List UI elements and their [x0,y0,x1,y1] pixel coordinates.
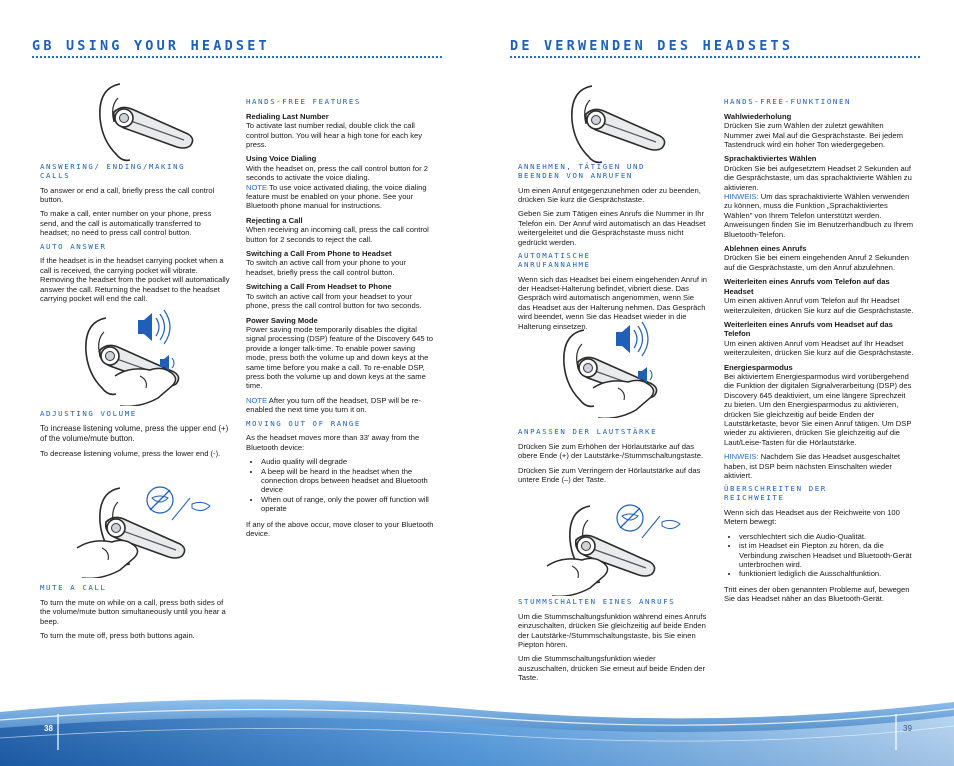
power-text-de: Bei aktiviertem Energiesparmodus wird vorübergehend die Funktion der digitalen Signalverarbeitung (DSP) des Discovery 645 deaktiviert, um eine längere Sprechzeit zu bieten. Um den Energiesparmodus zu aktivieren, drücken Sie gleichzeitig auf beide Enden der Lautstärketaste, bevor Sie einen Anruf tätigen. Um DSP wieder zu aktivieren, drücken Sie gleichzeitig auf die Laut/Leise-Tasten für die Hörlautstärke. [724,371,912,447]
voice-note-label-de: HINWEIS: [724,192,759,202]
mute-illustration [70,478,220,578]
right-column-1 [518,163,708,336]
mute-heading: MUTE A CALL [40,583,107,592]
redial-title: Redialing Last Number [246,111,329,121]
voice-note-de: Um das sprachaktivierte Wählen verwenden zu können, muss die Funktion „Sprachaktiviertes Wählen" von Ihrem Telefon unterstützt werden. Anweisungen finden Sie im Benutzerhandbuch zu Ihrem Bluetooth-Telefon. [724,192,914,239]
power-note-label: NOTE [246,395,268,405]
left-column-1c [40,584,230,645]
range-bullet-2-de: • ist im Headset ein Piepton zu hören, da die Verbindung zwischen Headset und Bluetooth-Gerät unterbrochen wird. [739,541,914,569]
range-bullet-1: • Audio quality will degrade [261,457,434,466]
mute-illustration-de [540,496,690,596]
right-column-2 [724,98,914,609]
page-number-left: 38 [44,724,53,733]
tophone-title: Switching a Call From Headset to Phone [246,282,392,292]
reject-title-de: Ablehnen eines Anrufs [724,244,807,254]
title-divider-de [510,56,920,58]
auto-p1-de: Wenn sich das Headset bei einem eingehenden Anruf in der Headset-Halterung befindet, vibriert diese. Das Gespräch wird automatisch angenommen, wenn Sie das Headset aus der Halterung nehmen. Das Gespräch wird beendet, wenn Sie das Headset wieder in die Halterung einsetzen. [518,274,707,331]
page-title-de: DE VERWENDEN DES HEADSETS [510,38,794,54]
answer-heading: ANSWERING/ ENDING/MAKING CALLS [40,162,186,180]
voice-title: Using Voice Dialing [246,154,317,164]
headset-ear-illustration-de [562,76,682,168]
footer-wave [0,694,954,766]
mute-p1: To turn the mute on while on a call, press both sides of the volume/mute button simultaneously until you hear a beep. [40,597,226,626]
volume-heading: ADJUSTING VOLUME [40,409,137,418]
redial-title-de: Wahlwiederholung [724,111,792,121]
right-column-1b [518,428,708,489]
power-note-label-de: HINWEIS: [724,452,759,462]
mute-p1-de: Um die Stummschaltungsfunktion während eines Anrufs einzuschalten, drücken Sie gleichzeitig auf beide Enden der Lautstärke-/Stummschaltungstaste, bis Sie einen Piepton hören. [518,611,707,650]
range-p2: If any of the above occur, move closer to your Bluetooth device. [246,519,434,539]
toheadset-title-de: Weiterleiten eines Anrufs vom Telefon auf das Headset [724,277,890,296]
right-column-1c [518,598,708,688]
range-p1: As the headset moves more than 33' away from the Bluetooth device: [246,433,420,452]
page-title-gb: GB USING YOUR HEADSET [32,38,270,54]
reject-text-de: Drücken Sie bei einem eingehenden Anruf 2 Sekunden auf die Gesprächstaste, um den Anruf abzulehnen. [724,253,909,272]
voice-text-de: Drücken Sie bei aufgesetztem Headset 2 Sekunden auf die Gesprächstaste, um das sprachaktivierte Wählen zu aktivieren. [724,163,912,192]
range-p1-de: Wenn sich das Headset aus der Reichweite von 100 Metern bewegt: [724,508,900,527]
toheadset-title: Switching a Call From Phone to Headset [246,249,392,259]
power-text: Power saving mode temporarily disables the digital signal processing (DSP) feature of the Discovery 645 to provide a longer talk-time. To enable power saving mode, press both the volume up and down keys at the same time before you make a call. To re-enable DSP, press both the volume up and down keys at the same time. [246,324,433,391]
range-heading: MOVING OUT OF RANGE [246,418,361,428]
left-column-1 [40,163,230,308]
range-bullet-3-de: • funktioniert lediglich die Ausschaltfunktion. [739,569,914,578]
range-p2-de: Tritt eines der oben genannten Probleme auf, bewegen Sie das Headset näher an das Bluetooth-Gerät. [724,584,910,604]
left-column-2 [246,98,434,543]
page-number-right: 39 [903,724,912,733]
power-title: Power Saving Mode [246,315,318,325]
volume-illustration-de [548,318,678,418]
volume-p1: To increase listening volume, press the upper end (+) of the volume/mute button. [40,423,229,443]
voice-note-label: NOTE [246,182,268,192]
tophone-title-de: Weiterleiten eines Anrufs vom Headset auf das Telefon [724,319,893,339]
answer-p1: To answer or end a call, briefly press the call control button. [40,185,215,204]
toheadset-text: To switch an active call from your phone to your headset, briefly press the call control button. [246,258,406,277]
volume-p2-de: Drücken Sie zum Verringern der Hörlautstärke auf das untere Ende (–) der Taste. [518,465,701,485]
hf-heading-de: HANDS-FREE-FUNKTIONEN [724,97,852,106]
answer-heading-de: ANNEHMEN, TÄTIGEN UND BEENDEN VON ANRUFEN [518,162,646,180]
redial-text: To activate last number redial, double click the call control button. You will hear a high tone for each key press. [246,121,423,150]
left-column-1b [40,410,230,463]
auto-heading-de: AUTOMATISCHE ANRUFANNAHME [518,251,591,269]
auto-p1: If the headset is in the headset carrying pocket when a call is received, the carrying pocket will vibrate. Removing the headset from the pocket will automatically answer the call. Returning the headset to the headset carrying pocket will end the call. [40,256,230,304]
range-bullet-1-de: • verschlechtert sich die Audio-Qualität. [739,532,914,541]
mute-p2: To turn the mute off, press both buttons again. [40,631,195,641]
volume-heading-de: ANPASSEN DER LAUTSTÄRKE [518,427,658,436]
power-title-de: Energiesparmodus [724,362,793,372]
range-list [246,457,434,513]
reject-title: Rejecting a Call [246,215,303,225]
power-note-de: Nachdem Sie das Headset ausgeschaltet haben, ist DSP beim nächsten Einschalten wieder aktiviert. [724,452,901,481]
title-divider [32,56,442,58]
tophone-text: To switch an active call from your headset to your phone, press the call control button for two seconds. [246,291,422,311]
voice-text: With the headset on, press the call control button for 2 seconds to activate the voice dialing. [246,163,428,183]
hf-heading: HANDS-FREE FEATURES [246,97,361,106]
volume-p1-de: Drücken Sie zum Erhöhen der Hörlautstärke auf das obere Ende (+) der Lautstärke-/Stummschaltungstaste. [518,441,704,461]
voice-title-de: Sprachaktiviertes Wählen [724,154,817,164]
auto-heading: AUTO ANSWER [40,241,107,251]
mute-heading-de: STUMMSCHALTEN EINES ANRUFS [518,597,676,606]
range-bullet-3: • When out of range, only the power off function will operate [261,495,434,514]
range-bullet-2: • A beep will be heard in the headset when the connection drops between headset and Bluetooth device [261,467,434,495]
voice-note: To use voice activated dialing, the voice dialing feature must be enabled on your phone. See your Bluetooth phone manual for instructions. [246,182,427,211]
power-note: After you turn off the headset, DSP will be re-enabled the next time you turn it on. [246,395,421,415]
reject-text: When receiving an incoming call, press the call control button for 2 seconds to reject the call. [246,225,429,244]
toheadset-text-de: Um einen aktiven Anruf vom Telefon auf Ihr Headset weiterzuleiten, drücken Sie kurz auf die Gesprächstaste. [724,296,914,315]
volume-p2: To decrease listening volume, press the lower end (-). [40,448,221,458]
range-heading-de: ÜBERSCHREITEN DER REICHWEITE [724,484,827,503]
answer-p2-de: Geben Sie zum Tätigen eines Anrufs die Nummer in Ihr Telefon ein. Der Anruf wird automatisch an das Headset weitergeleitet und die Gesprächstaste muss nicht gedrückt werden. [518,209,706,247]
tophone-text-de: Um einen aktiven Anruf vom Headset auf Ihr Headset weiterzuleiten, drücken Sie kurz auf die Gesprächstaste. [724,338,914,358]
mute-p2-de: Um die Stummschaltungsfunktion wieder auszuschalten, drücken Sie erneut auf beide Enden der Taste. [518,654,706,683]
answer-p1-de: Um einen Anruf entgegenzunehmen oder zu beenden, drücken Sie kurz die Gesprächstaste. [518,185,701,204]
headset-ear-illustration [90,74,210,166]
volume-illustration [70,306,200,406]
answer-p2: To make a call, enter number on your phone, press send, and the call is automatically transferred to headset; no need to press call control button. [40,209,212,238]
redial-text-de: Drücken Sie zum Wählen der zuletzt gewählten Nummer zwei Mal auf die Gesprächstaste. Bei jedem Tastendruck wird ein hoher Ton wiedergegeben. [724,121,903,150]
range-list-de [724,532,914,579]
